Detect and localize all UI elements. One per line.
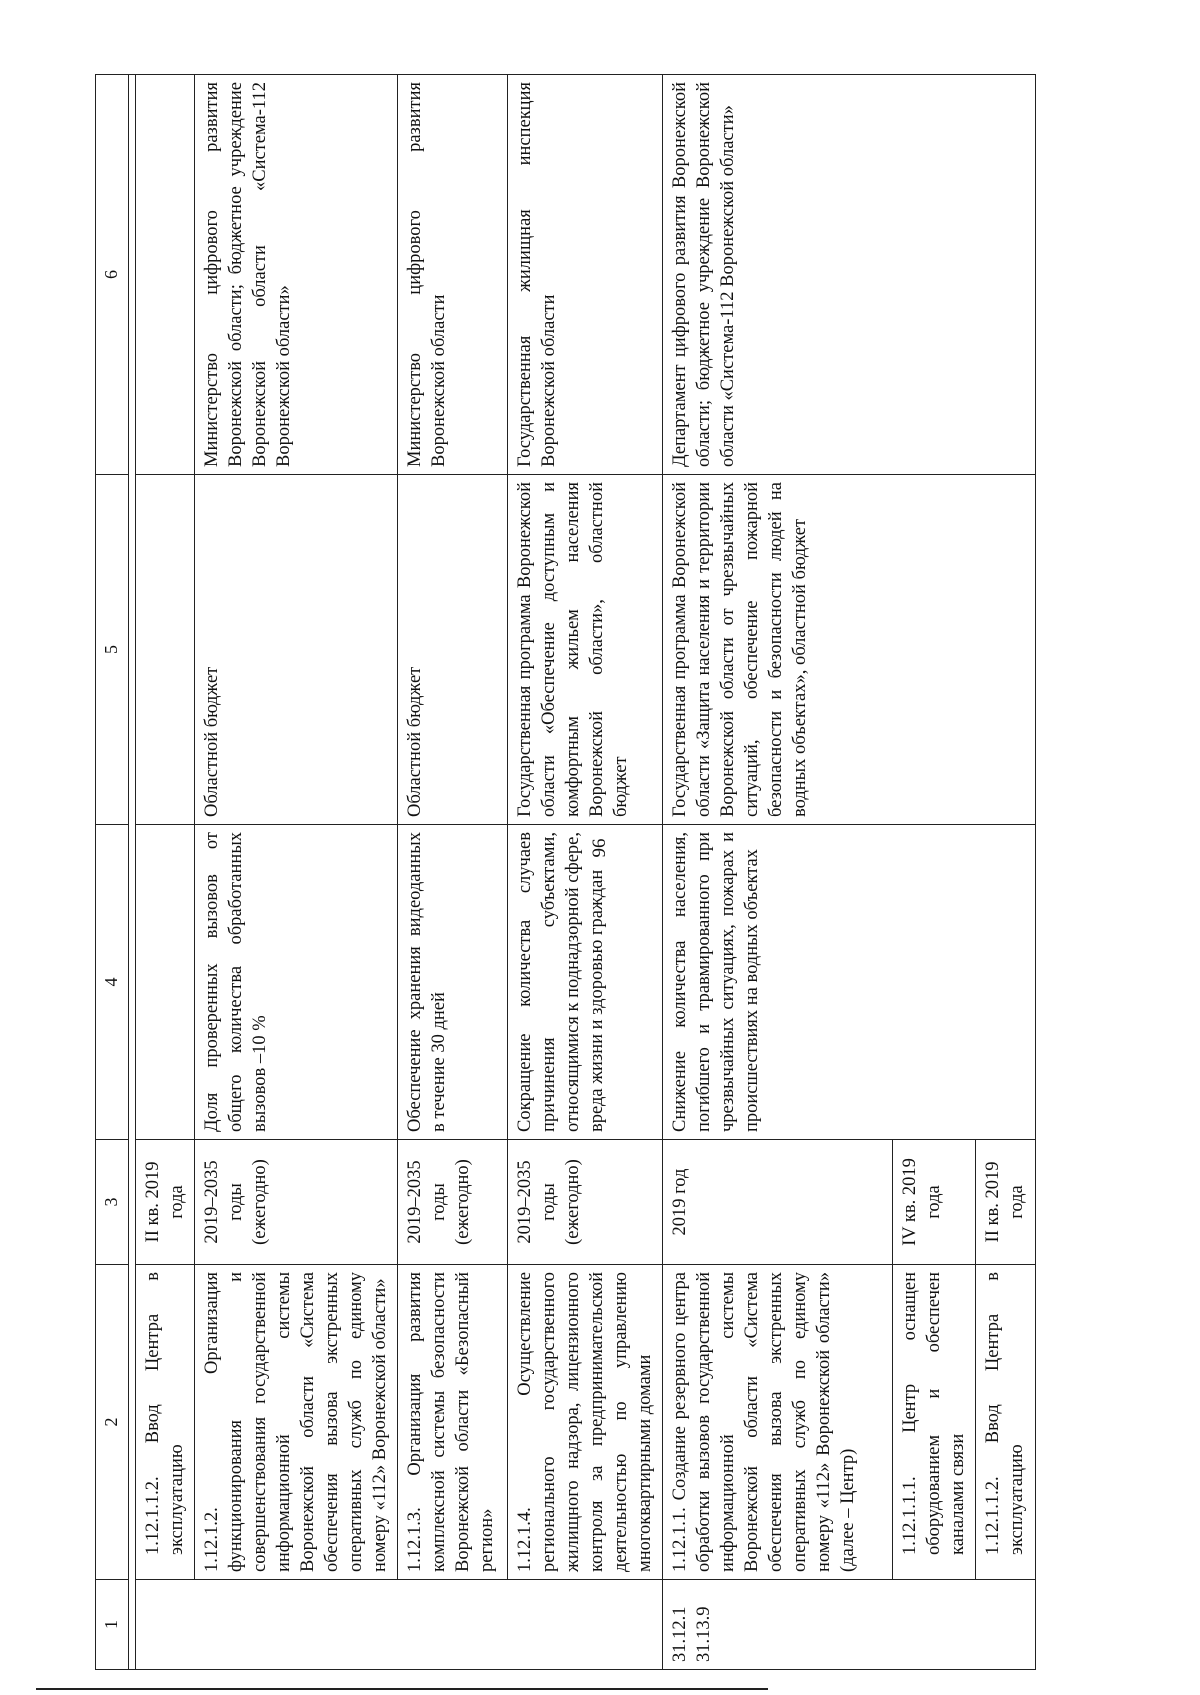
table-cell: [136, 825, 195, 1140]
scan-edge-line: [708, 1688, 768, 1690]
table-cell: Государственная программа Воронежской области «Обеспечение доступным и комфортным жильем населения Воронежской области», областной бюджет: [508, 475, 663, 825]
table-cell: 2019–2035 годы (ежегодно): [398, 1140, 508, 1265]
table-row: [195, 75, 398, 1670]
table-cell: 2019 год: [663, 1140, 893, 1265]
table-cell: 1.12.1.4. Осуществление регионального государственного жилищного надзора, лицензионного контроля за предпринимательской деятельностью по управлению многоквартирными домами: [508, 1265, 663, 1580]
table-cell: Департамент цифрового развития Воронежской области; бюджетное учреждение Воронежской области «Система-112 Воронежской области»: [663, 75, 1036, 475]
table-cell: 1.12.1.2. Организация функционирования и совершенствования государственной информационной системы Воронежской области «Система обеспечения вызова экстренных оперативных служб по единому номеру «112» Воронежской области»: [195, 1265, 398, 1580]
column-number: 3: [96, 1140, 129, 1265]
table-cell: Областной бюджет: [398, 475, 508, 825]
page-number: 96: [589, 838, 610, 858]
table-cell: Государственная программа Воронежской области «Защита населения и территории Воронежской области от чрезвычайных ситуаций, обеспечение пожарной безопасности и безопасности людей на водных объектах», областной бюджет: [663, 475, 1036, 825]
table-cell: 1.12.1.1. Создание резервного центра обработки вызовов государственной информационной системы Воронежской области «Система обеспечения вызова экстренных оперативных служб по единому номеру «112» Воронежской области» (далее – Центр): [663, 1265, 893, 1580]
table-row: [508, 75, 663, 1670]
table-cell: II кв. 2019 года: [136, 1140, 195, 1265]
column-number: 5: [96, 475, 129, 825]
table-cell: 2019–2035 годы (ежегодно): [195, 1140, 398, 1265]
column-number-row: [96, 75, 129, 1670]
table-cell: Областной бюджет: [195, 475, 398, 825]
table-row: [398, 75, 508, 1670]
table-cell: Министерство цифрового развития Воронежской области: [398, 75, 508, 475]
table-cell: Доля проверенных вызовов от общего количества обработанных вызовов –10 %: [195, 825, 398, 1140]
table-cell: 1.12.1.3. Организация развития комплексной системы безопасности Воронежской области «Безопасный регион»: [398, 1265, 508, 1580]
spacer-row: [129, 75, 136, 1670]
table-cell: 31.12.1 31.13.9: [663, 1580, 1036, 1670]
program-table-rotated: [95, 75, 1175, 1670]
table-row: [136, 75, 195, 1670]
table-cell: 2019–2035 годы (ежегодно): [508, 1140, 663, 1265]
column-number: 1: [96, 1580, 129, 1670]
table-cell: Снижение количества населения, погибшего и травмированного при чрезвычайных ситуациях, пожарах и происшествиях на водных объектах: [663, 825, 1036, 1140]
table-cell: 1.12.1.1.2. Ввод Центра в эксплуатацию: [976, 1265, 1036, 1580]
table-cell: [136, 1580, 663, 1670]
table-cell: II кв. 2019 года: [976, 1140, 1036, 1265]
table-cell: IV кв. 2019 года: [893, 1140, 976, 1265]
table-cell: [136, 75, 195, 475]
column-number: 4: [96, 825, 129, 1140]
table-cell: Министерство цифрового развития Воронежской области; бюджетное учреждение Воронежской области «Система-112 Воронежской области»: [195, 75, 398, 475]
column-number: 2: [96, 1265, 129, 1580]
table-cell: [136, 475, 195, 825]
table-cell: Государственная жилищная инспекция Воронежской области: [508, 75, 663, 475]
column-number: 6: [96, 75, 129, 475]
table-cell: 1.12.1.1.2. Ввод Центра в эксплуатацию: [136, 1265, 195, 1580]
table-cell: Сокращение количества случаев причинения субъектами, относящимися к поднадзорной сфере, вреда жизни и здоровью граждан: [508, 825, 663, 1140]
table-row: [663, 75, 893, 1670]
scan-edge-line: [36, 1688, 736, 1690]
table-cell: 1.12.1.1.1. Центр оснащен оборудованием и обеспечен каналами связи: [893, 1265, 976, 1580]
table-cell: Обеспечение хранения видеоданных в течение 30 дней: [398, 825, 508, 1140]
program-table: [95, 74, 1036, 1670]
